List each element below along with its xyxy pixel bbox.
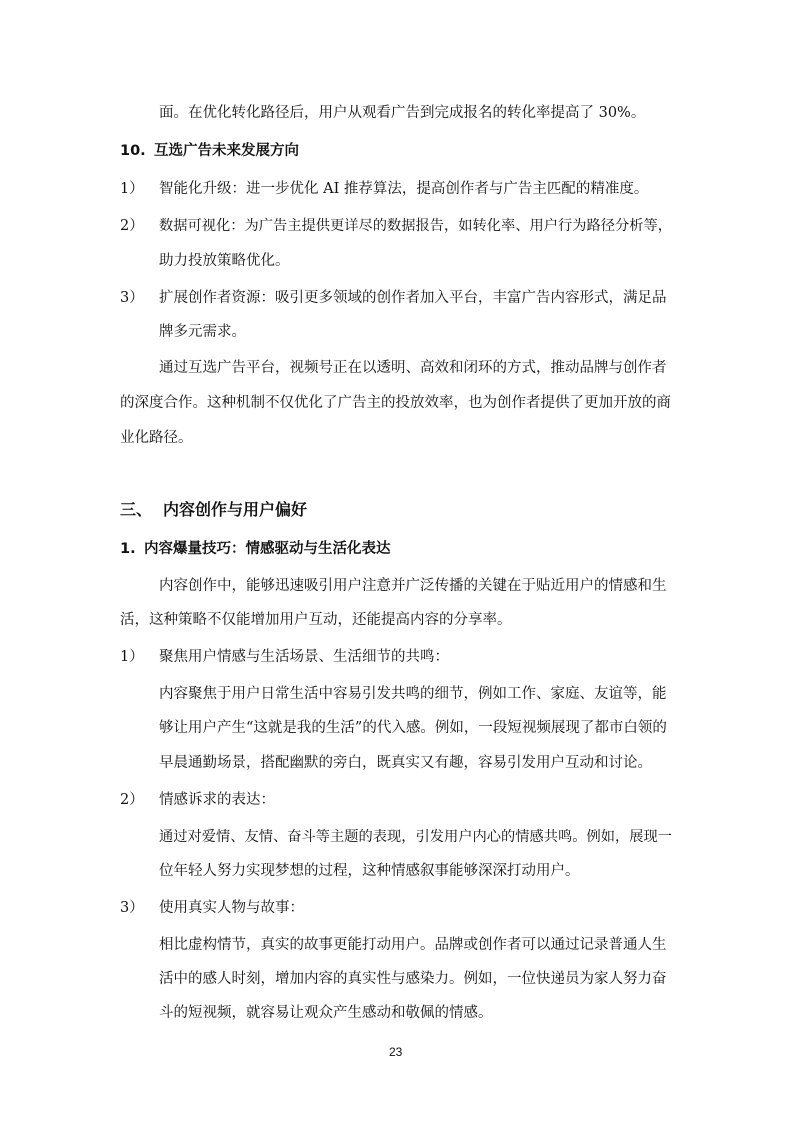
list-item-number: 1） — [120, 181, 144, 197]
list-item-text: 数据可视化：为广告主提供更详尽的数据报告，如转化率、用户行为路径分析等， — [159, 218, 673, 234]
list-item-number: 2） — [120, 792, 144, 808]
list-item-body: 斗的短视频，就容易让观众产生感动和敬佩的情感。 — [159, 1005, 493, 1021]
chapter-heading: 内容创作与用户偏好 — [163, 500, 308, 519]
continued-paragraph-line: 面。在优化转化路径后，用户从观看广告到完成报名的转化率提高了 30%。 — [159, 105, 646, 121]
page-number: 23 — [389, 1045, 403, 1059]
list-item-body: 早晨通勤场景，搭配幽默的旁白，既真实又有趣，容易引发用户互动和讨论。 — [159, 755, 652, 771]
list-item-body: 位年轻人努力实现梦想的过程，这种情感叙事能够深深打动用户。 — [159, 863, 580, 879]
section-10-number: 10. — [120, 143, 146, 159]
paragraph-line: 业化路径。 — [120, 430, 193, 446]
list-item-title: 情感诉求的表达： — [159, 792, 275, 808]
list-item-body: 内容聚焦于用户日常生活中容易引发共鸣的细节，例如工作、家庭、友谊等，能 — [159, 686, 667, 702]
section-1-number: 1. — [120, 541, 136, 557]
paragraph-line: 活，这种策略不仅能增加用户互动，还能提高内容的分享率。 — [120, 612, 512, 628]
list-item-body: 够让用户产生“这就是我的生活”的代入感。例如，一段短视频展现了都市白领的 — [159, 720, 667, 736]
paragraph-line: 的深度合作。这种机制不仅优化了广告主的投放效率，也为创作者提供了更加开放的商 — [120, 395, 671, 411]
chapter-number: 三、 — [120, 500, 153, 519]
list-item-text: 牌多元需求。 — [159, 324, 246, 340]
list-item-body: 通过对爱情、友情、奋斗等主题的表现，引发用户内心的情感共鸣。例如，展现一 — [159, 829, 673, 845]
section-1-heading: 内容爆量技巧：情感驱动与生活化表达 — [144, 541, 391, 557]
list-item-text: 扩展创作者资源：吸引更多领域的创作者加入平台，丰富广告内容形式，满足品 — [159, 290, 667, 306]
list-item-title: 使用真实人物与故事： — [159, 900, 304, 916]
list-item-number: 2） — [120, 218, 144, 234]
paragraph-line: 内容创作中，能够迅速吸引用户注意并广泛传播的关键在于贴近用户的情感和生 — [159, 578, 667, 594]
list-item-text: 智能化升级：进一步优化 AI 推荐算法，提高创作者与广告主匹配的精准度。 — [159, 181, 649, 197]
list-item-body: 相比虚构情节，真实的故事更能打动用户。品牌或创作者可以通过记录普通人生 — [159, 937, 667, 953]
paragraph-line: 通过互选广告平台，视频号正在以透明、高效和闭环的方式，推动品牌与创作者 — [159, 360, 667, 376]
list-item-number: 3） — [120, 290, 144, 306]
section-10-heading: 互选广告未来发展方向 — [154, 143, 299, 159]
list-item-number: 1） — [120, 649, 144, 665]
list-item-title: 聚焦用户情感与生活场景、生活细节的共鸣： — [159, 649, 449, 665]
list-item-body: 活中的感人时刻，增加内容的真实性与感染力。例如，一位快递员为家人努力奋 — [159, 971, 667, 987]
list-item-number: 3） — [120, 900, 144, 916]
list-item-text: 助力投放策略优化。 — [159, 253, 290, 269]
